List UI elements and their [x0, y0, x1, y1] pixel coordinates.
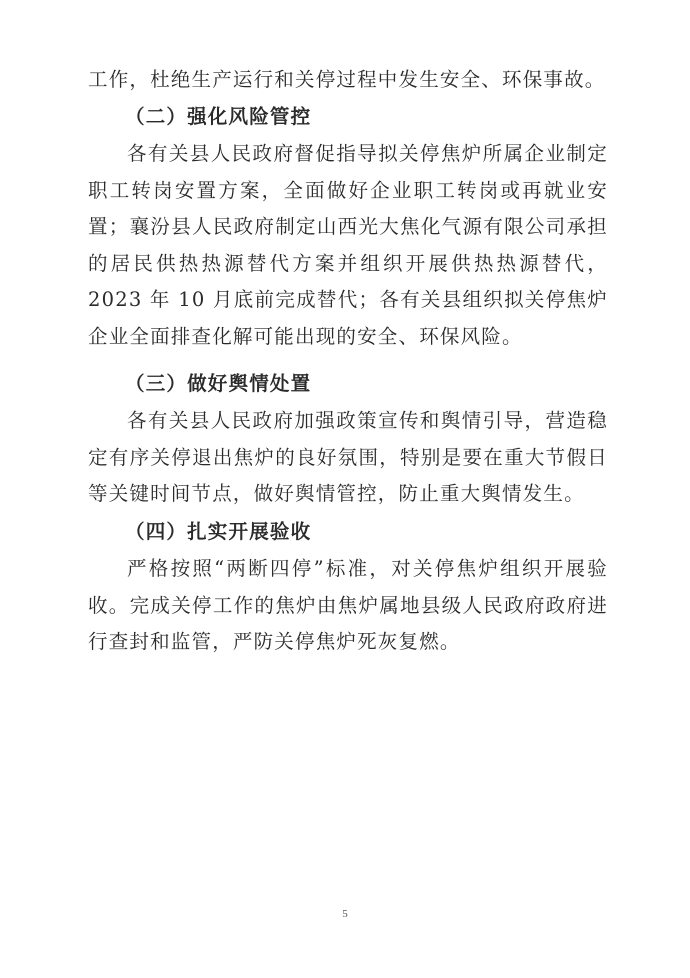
continuation-paragraph: 工作，杜绝生产运行和关停过程中发生安全、环保事故。 — [88, 68, 606, 91]
section-heading-risk-control: （二）强化风险管控 — [125, 105, 312, 128]
section-paragraph-risk-control: 各有关县人民政府督促指导拟关停焦炉所属企业制定职工转岗安置方案，全面做好企业职工转岗或再就业安置；襄汾县人民政府制定山西光大焦化气源有限公司承担的居民供热热源替代方案并组织开展供热热源替代，2023 年 10 月底前完成替代；各有关县组织拟关停焦炉企业全面排查化解可能出现的安全、环保风险。 — [88, 142, 608, 348]
section-paragraph-public-opinion: 各有关县人民政府加强政策宣传和舆情引导，营造稳定有序关停退出焦炉的良好氛围，特别是要在重大节假日等关键时间节点，做好舆情管控，防止重大舆情发生。 — [88, 409, 608, 505]
section-heading-public-opinion: （三）做好舆情处置 — [125, 372, 312, 395]
page-number: 5 — [342, 908, 348, 920]
section-paragraph-acceptance: 严格按照“两断四停”标准，对关停焦炉组织开展验收。完成关停工作的焦炉由焦炉属地县级人民政府政府进行查封和监管，严防关停焦炉死灰复燃。 — [88, 557, 608, 653]
section-heading-acceptance: （四）扎实开展验收 — [125, 520, 312, 543]
